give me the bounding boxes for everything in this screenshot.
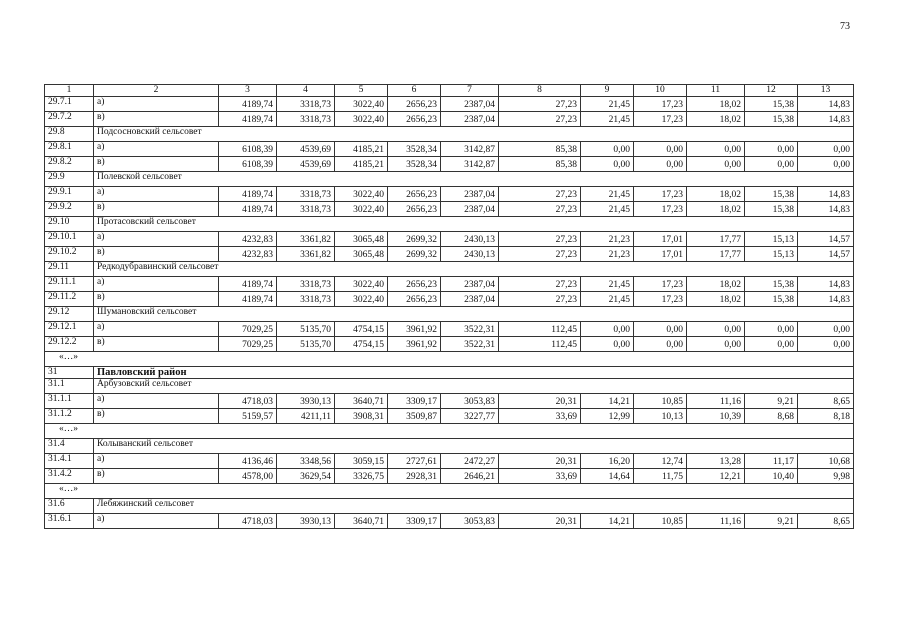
value-cell: 27,23 — [499, 292, 581, 307]
value-cell: 2656,23 — [388, 97, 441, 112]
value-cell: 4136,46 — [219, 454, 277, 469]
value-cell: 4232,83 — [219, 247, 277, 262]
row-code-cell: 29.10.2 — [45, 247, 94, 262]
value-cell: 14,57 — [798, 232, 854, 247]
value-cell: 5135,70 — [277, 322, 335, 337]
value-cell: 17,01 — [634, 232, 687, 247]
value-cell: 21,45 — [581, 292, 634, 307]
value-cell: 2656,23 — [388, 292, 441, 307]
row-label-cell: а) — [94, 514, 219, 529]
value-cell: 2646,21 — [441, 469, 499, 484]
row-label-cell: в) — [94, 337, 219, 352]
value-cell: 8,18 — [798, 409, 854, 424]
value-cell: 3022,40 — [335, 112, 388, 127]
value-cell: 20,31 — [499, 514, 581, 529]
value-cell: 17,23 — [634, 97, 687, 112]
value-cell: 3528,34 — [388, 142, 441, 157]
value-cell: 2699,32 — [388, 247, 441, 262]
value-cell: 11,16 — [687, 394, 745, 409]
value-cell: 14,83 — [798, 112, 854, 127]
table-row — [45, 97, 854, 112]
value-cell: 2430,13 — [441, 247, 499, 262]
value-cell: 3022,40 — [335, 202, 388, 217]
table-row — [45, 454, 854, 469]
row-code-cell: 29.12.1 — [45, 322, 94, 337]
value-cell: 3059,15 — [335, 454, 388, 469]
omission-row — [45, 352, 854, 367]
district-header-row — [45, 367, 854, 379]
value-cell: 0,00 — [745, 157, 798, 172]
value-cell: 3930,13 — [277, 394, 335, 409]
value-cell: 3053,83 — [441, 514, 499, 529]
value-cell: 14,83 — [798, 292, 854, 307]
value-cell: 0,00 — [634, 142, 687, 157]
value-cell: 15,38 — [745, 277, 798, 292]
value-cell: 2699,32 — [388, 232, 441, 247]
value-cell: 21,23 — [581, 247, 634, 262]
value-cell: 2656,23 — [388, 112, 441, 127]
section-header-row — [45, 307, 854, 322]
omission-cell: «…» — [45, 352, 854, 367]
row-label-cell: а) — [94, 232, 219, 247]
value-cell: 5159,57 — [219, 409, 277, 424]
value-cell: 8,65 — [798, 514, 854, 529]
omission-row — [45, 484, 854, 499]
section-name-cell: Колыванский сельсовет — [94, 439, 854, 454]
section-name-cell: Павловский район — [94, 367, 854, 379]
value-cell: 3065,48 — [335, 247, 388, 262]
value-cell: 20,31 — [499, 454, 581, 469]
value-cell: 14,21 — [581, 514, 634, 529]
value-cell: 33,69 — [499, 469, 581, 484]
row-label-cell: в) — [94, 409, 219, 424]
value-cell: 12,74 — [634, 454, 687, 469]
value-cell: 17,23 — [634, 202, 687, 217]
column-number-cell: 9 — [581, 85, 634, 97]
column-number-row — [45, 85, 854, 97]
table-row — [45, 202, 854, 217]
value-cell: 3318,73 — [277, 202, 335, 217]
row-code-cell: 31.4.1 — [45, 454, 94, 469]
value-cell: 0,00 — [745, 322, 798, 337]
value-cell: 27,23 — [499, 202, 581, 217]
value-cell: 17,01 — [634, 247, 687, 262]
value-cell: 7029,25 — [219, 322, 277, 337]
value-cell: 15,13 — [745, 247, 798, 262]
value-cell: 8,65 — [798, 394, 854, 409]
value-cell: 2387,04 — [441, 97, 499, 112]
value-cell: 10,40 — [745, 469, 798, 484]
value-cell: 3361,82 — [277, 232, 335, 247]
value-cell: 2430,13 — [441, 232, 499, 247]
column-number-cell: 2 — [94, 85, 219, 97]
row-label-cell: а) — [94, 187, 219, 202]
value-cell: 112,45 — [499, 337, 581, 352]
value-cell: 3318,73 — [277, 292, 335, 307]
table-row — [45, 409, 854, 424]
value-cell: 3309,17 — [388, 514, 441, 529]
row-code-cell: 29.7.2 — [45, 112, 94, 127]
value-cell: 27,23 — [499, 247, 581, 262]
value-cell: 18,02 — [687, 292, 745, 307]
row-label-cell: в) — [94, 247, 219, 262]
value-cell: 20,31 — [499, 394, 581, 409]
value-cell: 4189,74 — [219, 187, 277, 202]
value-cell: 2387,04 — [441, 202, 499, 217]
tariff-table — [44, 84, 854, 529]
value-cell: 2928,31 — [388, 469, 441, 484]
value-cell: 2472,27 — [441, 454, 499, 469]
row-code-cell: 29.8.2 — [45, 157, 94, 172]
row-code-cell: 29.11.2 — [45, 292, 94, 307]
value-cell: 4189,74 — [219, 97, 277, 112]
table-row — [45, 232, 854, 247]
section-name-cell: Редкодубравинский сельсовет — [94, 262, 854, 277]
value-cell: 15,38 — [745, 202, 798, 217]
value-cell: 13,28 — [687, 454, 745, 469]
row-label-cell: в) — [94, 112, 219, 127]
value-cell: 3361,82 — [277, 247, 335, 262]
value-cell: 0,00 — [581, 337, 634, 352]
table-row — [45, 112, 854, 127]
value-cell: 11,17 — [745, 454, 798, 469]
row-label-cell: в) — [94, 469, 219, 484]
table-row — [45, 469, 854, 484]
value-cell: 3509,87 — [388, 409, 441, 424]
value-cell: 9,21 — [745, 514, 798, 529]
table-row — [45, 142, 854, 157]
value-cell: 2387,04 — [441, 277, 499, 292]
value-cell: 17,23 — [634, 112, 687, 127]
row-label-cell: в) — [94, 292, 219, 307]
value-cell: 0,00 — [687, 142, 745, 157]
row-label-cell: а) — [94, 322, 219, 337]
section-code-cell: 31.1 — [45, 379, 94, 394]
table-row — [45, 187, 854, 202]
value-cell: 3629,54 — [277, 469, 335, 484]
page-number: 73 — [840, 21, 850, 32]
value-cell: 14,57 — [798, 247, 854, 262]
value-cell: 4539,69 — [277, 157, 335, 172]
section-code-cell: 29.10 — [45, 217, 94, 232]
section-code-cell: 29.8 — [45, 127, 94, 142]
value-cell: 2656,23 — [388, 187, 441, 202]
row-code-cell: 31.6.1 — [45, 514, 94, 529]
value-cell: 4232,83 — [219, 232, 277, 247]
row-code-cell: 29.10.1 — [45, 232, 94, 247]
value-cell: 3309,17 — [388, 394, 441, 409]
value-cell: 16,20 — [581, 454, 634, 469]
table-row — [45, 157, 854, 172]
value-cell: 0,00 — [581, 157, 634, 172]
value-cell: 2727,61 — [388, 454, 441, 469]
value-cell: 2387,04 — [441, 292, 499, 307]
value-cell: 17,77 — [687, 232, 745, 247]
value-cell: 15,38 — [745, 97, 798, 112]
row-code-cell: 29.12.2 — [45, 337, 94, 352]
value-cell: 21,45 — [581, 202, 634, 217]
value-cell: 112,45 — [499, 322, 581, 337]
omission-row — [45, 424, 854, 439]
column-number-cell: 7 — [441, 85, 499, 97]
value-cell: 18,02 — [687, 97, 745, 112]
value-cell: 9,98 — [798, 469, 854, 484]
value-cell: 4718,03 — [219, 514, 277, 529]
row-code-cell: 29.7.1 — [45, 97, 94, 112]
value-cell: 8,68 — [745, 409, 798, 424]
value-cell: 9,21 — [745, 394, 798, 409]
row-code-cell: 29.9.1 — [45, 187, 94, 202]
value-cell: 4185,21 — [335, 157, 388, 172]
value-cell: 10,13 — [634, 409, 687, 424]
value-cell: 15,13 — [745, 232, 798, 247]
omission-cell: «…» — [45, 424, 854, 439]
section-code-cell: 29.12 — [45, 307, 94, 322]
value-cell: 3053,83 — [441, 394, 499, 409]
value-cell: 3142,87 — [441, 142, 499, 157]
table-row — [45, 247, 854, 262]
section-code-cell: 29.9 — [45, 172, 94, 187]
value-cell: 14,83 — [798, 202, 854, 217]
row-code-cell: 29.8.1 — [45, 142, 94, 157]
value-cell: 4189,74 — [219, 112, 277, 127]
value-cell: 17,23 — [634, 277, 687, 292]
value-cell: 0,00 — [798, 337, 854, 352]
value-cell: 2656,23 — [388, 277, 441, 292]
column-number-cell: 13 — [798, 85, 854, 97]
section-name-cell: Подсосновский сельсовет — [94, 127, 854, 142]
value-cell: 11,75 — [634, 469, 687, 484]
value-cell: 7029,25 — [219, 337, 277, 352]
value-cell: 4189,74 — [219, 202, 277, 217]
value-cell: 6108,39 — [219, 157, 277, 172]
section-name-cell: Шумановский сельсовет — [94, 307, 854, 322]
value-cell: 18,02 — [687, 202, 745, 217]
value-cell: 3908,31 — [335, 409, 388, 424]
value-cell: 33,69 — [499, 409, 581, 424]
value-cell: 0,00 — [581, 322, 634, 337]
value-cell: 3318,73 — [277, 97, 335, 112]
value-cell: 0,00 — [745, 337, 798, 352]
value-cell: 10,85 — [634, 514, 687, 529]
value-cell: 18,02 — [687, 277, 745, 292]
value-cell: 0,00 — [687, 337, 745, 352]
value-cell: 3022,40 — [335, 97, 388, 112]
value-cell: 4189,74 — [219, 292, 277, 307]
value-cell: 2387,04 — [441, 187, 499, 202]
row-label-cell: а) — [94, 142, 219, 157]
value-cell: 10,68 — [798, 454, 854, 469]
value-cell: 4754,15 — [335, 337, 388, 352]
value-cell: 15,38 — [745, 187, 798, 202]
value-cell: 18,02 — [687, 112, 745, 127]
value-cell: 12,21 — [687, 469, 745, 484]
value-cell: 3022,40 — [335, 277, 388, 292]
value-cell: 3022,40 — [335, 187, 388, 202]
value-cell: 3318,73 — [277, 187, 335, 202]
value-cell: 3142,87 — [441, 157, 499, 172]
column-number-cell: 1 — [45, 85, 94, 97]
section-code-cell: 31 — [45, 367, 94, 379]
value-cell: 14,83 — [798, 277, 854, 292]
value-cell: 0,00 — [687, 322, 745, 337]
value-cell: 17,77 — [687, 247, 745, 262]
omission-cell: «…» — [45, 484, 854, 499]
value-cell: 4189,74 — [219, 277, 277, 292]
value-cell: 3318,73 — [277, 277, 335, 292]
row-code-cell: 31.1.1 — [45, 394, 94, 409]
value-cell: 3961,92 — [388, 322, 441, 337]
value-cell: 3065,48 — [335, 232, 388, 247]
row-code-cell: 29.11.1 — [45, 277, 94, 292]
value-cell: 10,85 — [634, 394, 687, 409]
value-cell: 4211,11 — [277, 409, 335, 424]
section-name-cell: Лебяжинский сельсовет — [94, 499, 854, 514]
value-cell: 4185,21 — [335, 142, 388, 157]
column-number-cell: 11 — [687, 85, 745, 97]
value-cell: 3022,40 — [335, 292, 388, 307]
value-cell: 0,00 — [745, 142, 798, 157]
row-label-cell: в) — [94, 202, 219, 217]
row-label-cell: а) — [94, 277, 219, 292]
value-cell: 15,38 — [745, 292, 798, 307]
value-cell: 14,83 — [798, 187, 854, 202]
table-row — [45, 514, 854, 529]
column-number-cell: 5 — [335, 85, 388, 97]
value-cell: 6108,39 — [219, 142, 277, 157]
value-cell: 3528,34 — [388, 157, 441, 172]
value-cell: 21,45 — [581, 97, 634, 112]
value-cell: 5135,70 — [277, 337, 335, 352]
value-cell: 0,00 — [581, 142, 634, 157]
section-header-row — [45, 217, 854, 232]
section-header-row — [45, 379, 854, 394]
section-name-cell: Протасовский сельсовет — [94, 217, 854, 232]
value-cell: 85,38 — [499, 157, 581, 172]
value-cell: 21,45 — [581, 187, 634, 202]
value-cell: 0,00 — [634, 322, 687, 337]
row-code-cell: 29.9.2 — [45, 202, 94, 217]
section-header-row — [45, 127, 854, 142]
row-label-cell: а) — [94, 454, 219, 469]
value-cell: 0,00 — [798, 322, 854, 337]
value-cell: 27,23 — [499, 277, 581, 292]
value-cell: 21,45 — [581, 277, 634, 292]
value-cell: 2387,04 — [441, 112, 499, 127]
section-header-row — [45, 439, 854, 454]
section-code-cell: 31.6 — [45, 499, 94, 514]
value-cell: 3640,71 — [335, 394, 388, 409]
value-cell: 0,00 — [798, 142, 854, 157]
value-cell: 14,64 — [581, 469, 634, 484]
row-label-cell: а) — [94, 394, 219, 409]
value-cell: 3522,31 — [441, 322, 499, 337]
table-row — [45, 322, 854, 337]
section-header-row — [45, 499, 854, 514]
value-cell: 0,00 — [687, 157, 745, 172]
value-cell: 15,38 — [745, 112, 798, 127]
section-name-cell: Полевской сельсовет — [94, 172, 854, 187]
column-number-cell: 4 — [277, 85, 335, 97]
value-cell: 27,23 — [499, 97, 581, 112]
value-cell: 27,23 — [499, 112, 581, 127]
column-number-cell: 10 — [634, 85, 687, 97]
value-cell: 3318,73 — [277, 112, 335, 127]
value-cell: 14,83 — [798, 97, 854, 112]
value-cell: 0,00 — [798, 157, 854, 172]
value-cell: 0,00 — [634, 157, 687, 172]
table-row — [45, 277, 854, 292]
value-cell: 17,23 — [634, 187, 687, 202]
value-cell: 18,02 — [687, 187, 745, 202]
value-cell: 3961,92 — [388, 337, 441, 352]
section-header-row — [45, 172, 854, 187]
table-row — [45, 292, 854, 307]
row-code-cell: 31.4.2 — [45, 469, 94, 484]
value-cell: 3227,77 — [441, 409, 499, 424]
value-cell: 2656,23 — [388, 202, 441, 217]
table-row — [45, 394, 854, 409]
section-code-cell: 29.11 — [45, 262, 94, 277]
value-cell: 10,39 — [687, 409, 745, 424]
section-name-cell: Арбузовский сельсовет — [94, 379, 854, 394]
section-code-cell: 31.4 — [45, 439, 94, 454]
value-cell: 4718,03 — [219, 394, 277, 409]
value-cell: 85,38 — [499, 142, 581, 157]
column-number-cell: 12 — [745, 85, 798, 97]
value-cell: 27,23 — [499, 187, 581, 202]
value-cell: 3930,13 — [277, 514, 335, 529]
value-cell: 4539,69 — [277, 142, 335, 157]
value-cell: 12,99 — [581, 409, 634, 424]
section-header-row — [45, 262, 854, 277]
value-cell: 3326,75 — [335, 469, 388, 484]
row-label-cell: а) — [94, 97, 219, 112]
value-cell: 3348,56 — [277, 454, 335, 469]
value-cell: 4578,00 — [219, 469, 277, 484]
value-cell: 21,23 — [581, 232, 634, 247]
row-label-cell: в) — [94, 157, 219, 172]
column-number-cell: 3 — [219, 85, 277, 97]
column-number-cell: 6 — [388, 85, 441, 97]
value-cell: 14,21 — [581, 394, 634, 409]
column-number-cell: 8 — [499, 85, 581, 97]
value-cell: 0,00 — [634, 337, 687, 352]
row-code-cell: 31.1.2 — [45, 409, 94, 424]
value-cell: 3522,31 — [441, 337, 499, 352]
table-row — [45, 337, 854, 352]
value-cell: 21,45 — [581, 112, 634, 127]
value-cell: 3640,71 — [335, 514, 388, 529]
value-cell: 17,23 — [634, 292, 687, 307]
value-cell: 11,16 — [687, 514, 745, 529]
value-cell: 4754,15 — [335, 322, 388, 337]
value-cell: 27,23 — [499, 232, 581, 247]
